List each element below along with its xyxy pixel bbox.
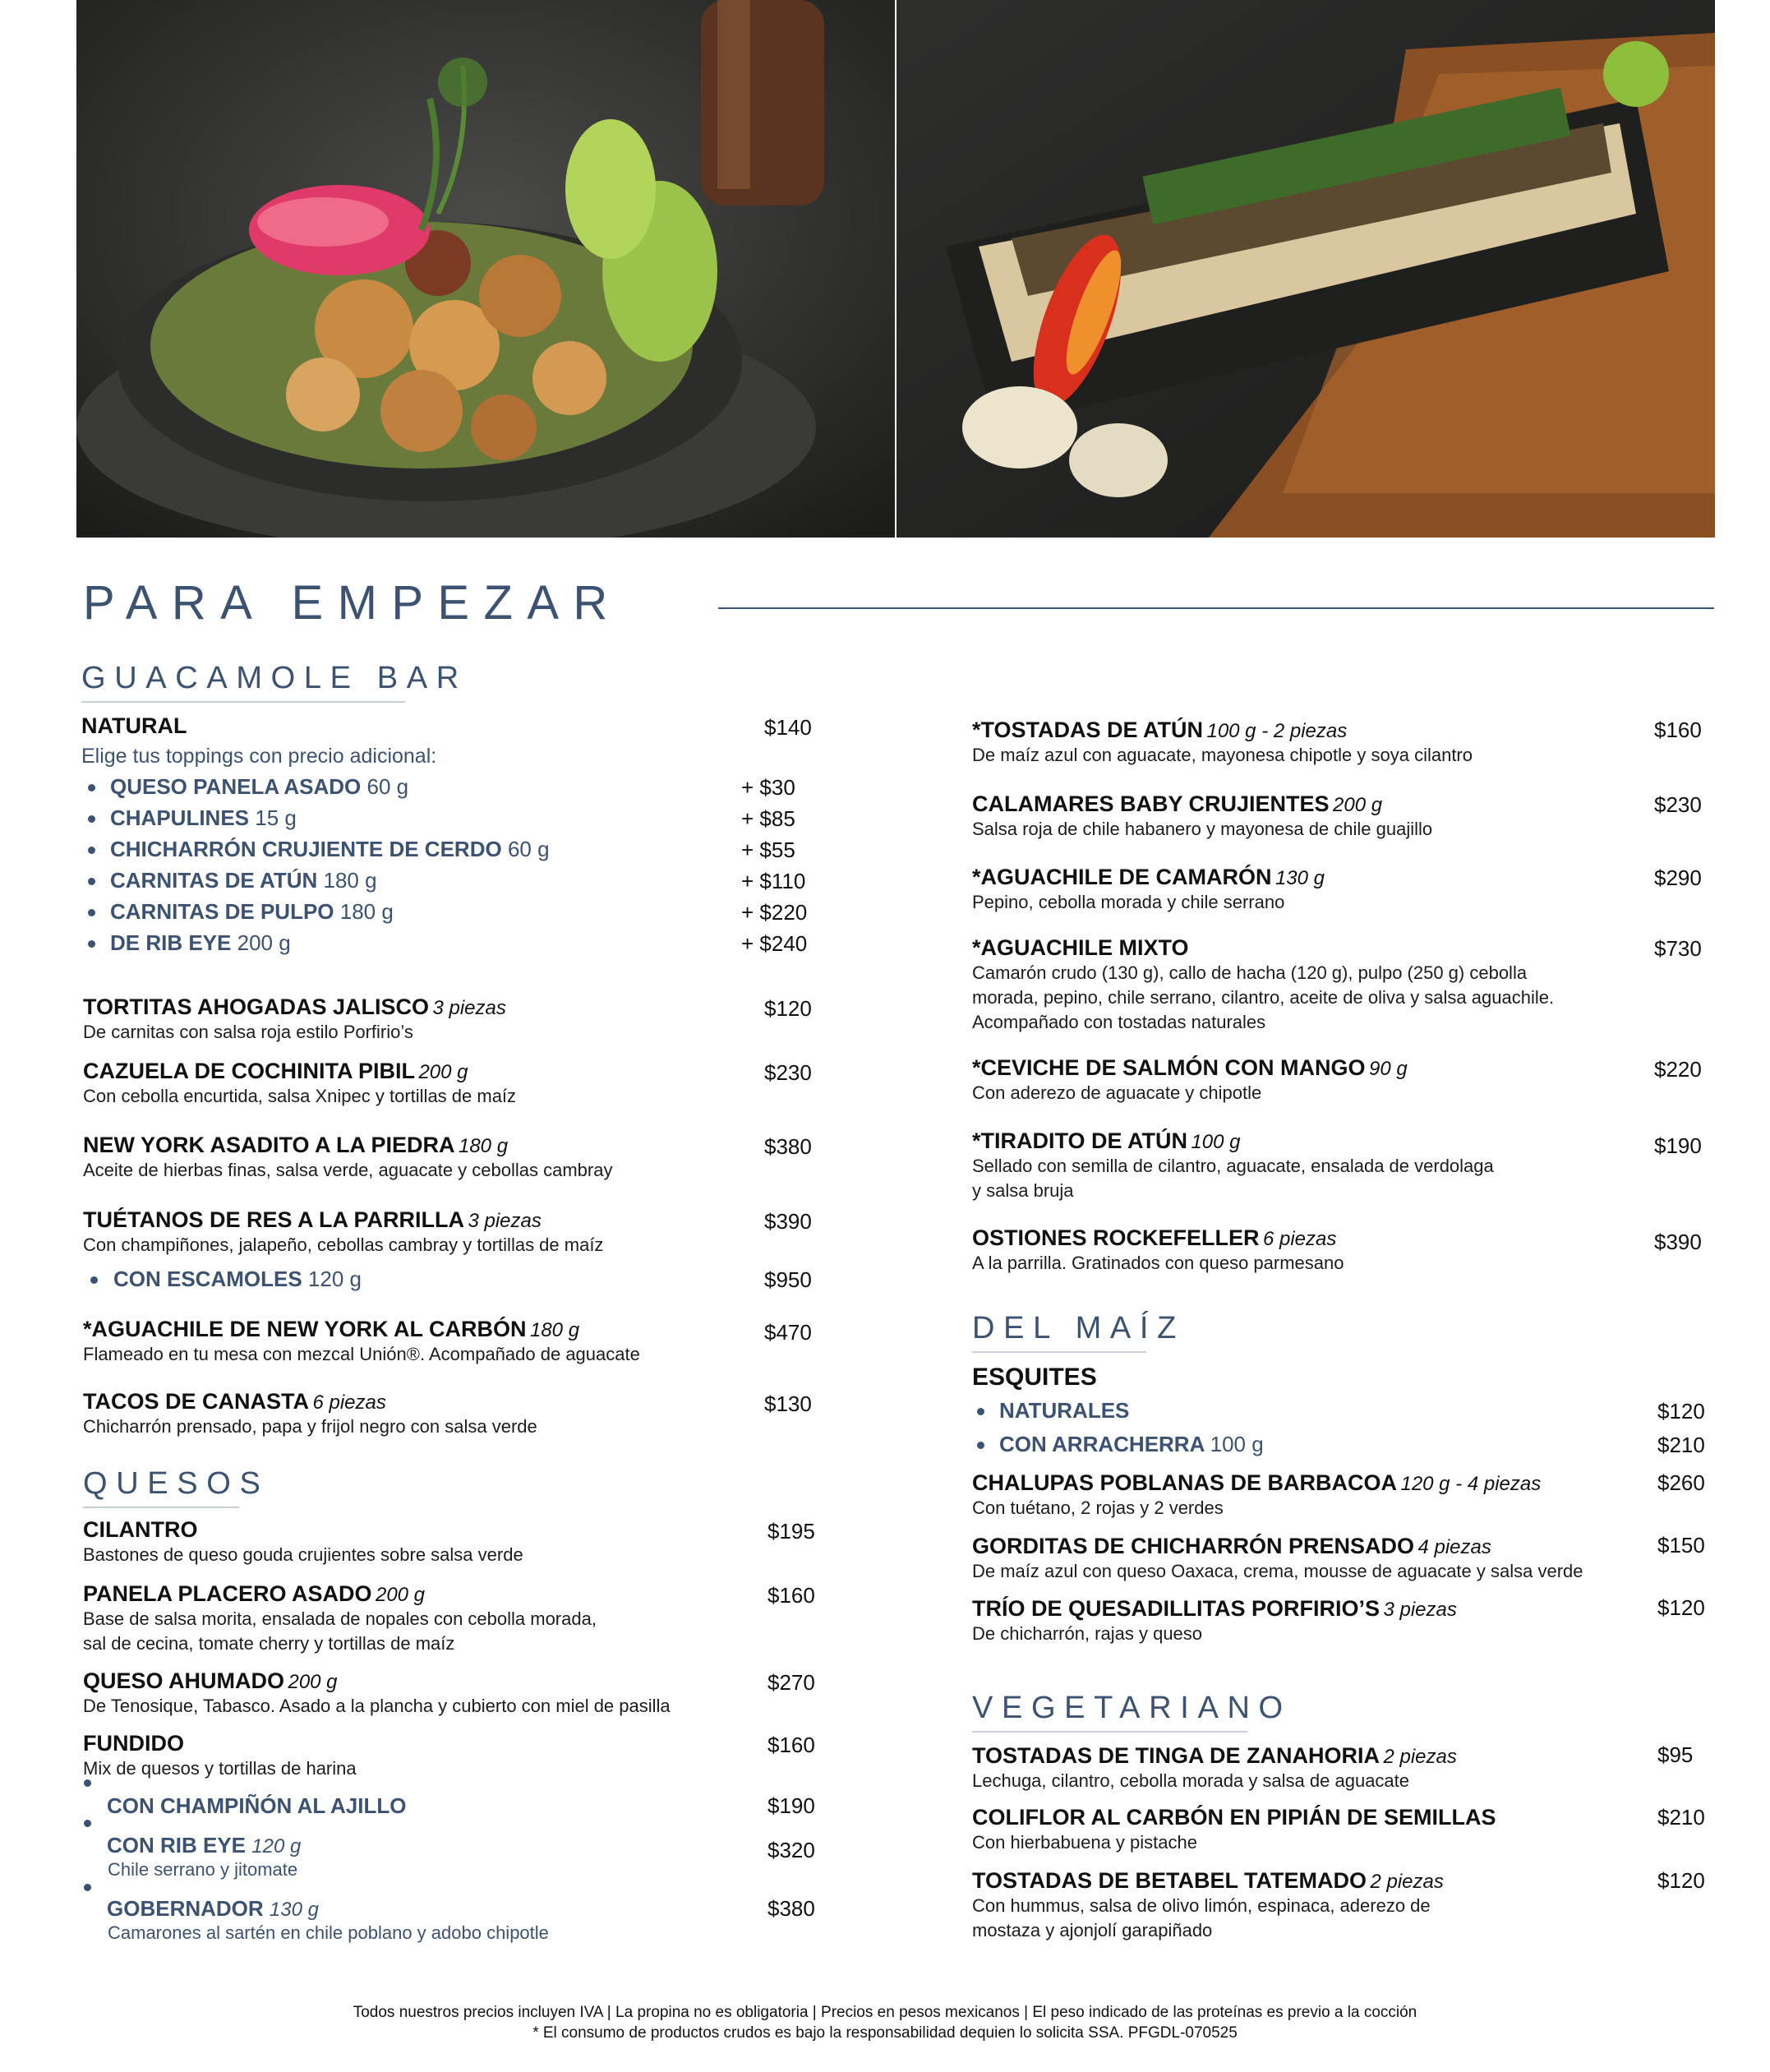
item-size: 4 piezas bbox=[1417, 1536, 1491, 1558]
item-description: De carnitas con salsa roja estilo Porfirio’s bbox=[83, 1022, 413, 1042]
item-name: TACOS DE CANASTA bbox=[83, 1389, 309, 1414]
item-description: De maíz azul con aguacate, mayonesa chipotle y soya cilantro bbox=[972, 745, 1473, 765]
item-size: 3 piezas bbox=[468, 1210, 542, 1232]
sub-item-size: 120 g bbox=[251, 1835, 302, 1857]
bullet-dot bbox=[90, 1276, 98, 1284]
item-price: $230 bbox=[1654, 792, 1702, 817]
menu-item-esquites bbox=[972, 1364, 1097, 1391]
item-price: $160 bbox=[767, 1733, 815, 1757]
item-name: TUÉTANOS DE RES A LA PARRILLA bbox=[83, 1207, 464, 1232]
item-description: Acompañado con tostadas naturales bbox=[972, 1012, 1266, 1032]
topping-item bbox=[110, 930, 291, 956]
sub-item-price: $950 bbox=[764, 1267, 812, 1292]
item-description: morada, pepino, chile serrano, cilantro, aceite de oliva y salsa aguachile. bbox=[972, 987, 1555, 1008]
topping-price: + $240 bbox=[741, 931, 808, 956]
bullet-dot bbox=[88, 940, 95, 948]
menu-item bbox=[972, 1743, 1457, 1793]
esquites-sub-item bbox=[999, 1398, 1129, 1424]
item-name: *TOSTADAS DE ATÚN bbox=[972, 718, 1204, 742]
quesos-underline bbox=[83, 1507, 239, 1508]
item-name: GORDITAS DE CHICHARRÓN PRENSADO bbox=[972, 1534, 1415, 1558]
item-size: 100 g - 2 piezas bbox=[1206, 720, 1348, 742]
sub-item-price: $210 bbox=[1657, 1433, 1705, 1457]
item-description: Con hierbabuena y pistache bbox=[972, 1832, 1197, 1853]
item-price: $390 bbox=[1654, 1230, 1702, 1254]
item-name: *AGUACHILE MIXTO bbox=[972, 935, 1189, 960]
item-size: 130 g bbox=[1274, 867, 1325, 889]
sub-item-size: 100 g bbox=[1210, 1432, 1264, 1456]
item-name: PANELA PLACERO ASADO bbox=[83, 1581, 372, 1606]
fundido-sub-item bbox=[107, 1896, 319, 1922]
item-name: OSTIONES ROCKEFELLER bbox=[972, 1225, 1260, 1250]
item-description: De Tenosique, Tabasco. Asado a la plancha y cubierto con miel de pasilla bbox=[83, 1696, 671, 1716]
item-price: $160 bbox=[1654, 718, 1702, 742]
menu-item bbox=[972, 1805, 1496, 1855]
item-size: 120 g - 4 piezas bbox=[1400, 1473, 1542, 1495]
item-description: Salsa roja de chile habanero y mayonesa de chile guajillo bbox=[972, 819, 1433, 839]
item-price: $95 bbox=[1657, 1742, 1694, 1767]
topping-name: CHAPULINES bbox=[110, 805, 250, 830]
topping-item bbox=[110, 837, 550, 862]
item-price: $470 bbox=[764, 1320, 812, 1345]
topping-size: 15 g bbox=[255, 805, 297, 830]
item-description: mostaza y ajonjolí garapiñado bbox=[972, 1920, 1213, 1940]
item-price: $150 bbox=[1657, 1533, 1705, 1557]
topping-size: 60 g bbox=[366, 774, 409, 799]
item-size: 200 g bbox=[375, 1584, 426, 1606]
item-name: TOSTADAS DE BETABEL TATEMADO bbox=[972, 1868, 1367, 1893]
item-price: $270 bbox=[767, 1670, 815, 1695]
item-size: 200 g bbox=[418, 1061, 468, 1083]
item-description: Camarón crudo (130 g), callo de hacha (120 g), pulpo (250 g) cebolla bbox=[972, 962, 1528, 983]
item-size: 6 piezas bbox=[312, 1391, 386, 1414]
item-size: 180 g bbox=[458, 1135, 509, 1157]
topping-size: 200 g bbox=[237, 930, 291, 955]
topping-price: + $220 bbox=[741, 900, 808, 925]
bullet-dot bbox=[88, 878, 95, 885]
item-size: 180 g bbox=[529, 1319, 580, 1341]
vegetariano-heading: VEGETARIANO bbox=[972, 1691, 1292, 1725]
sub-item-size: 120 g bbox=[307, 1267, 362, 1291]
bullet-dot bbox=[84, 1779, 91, 1787]
item-description: Lechuga, cilantro, cebolla morada y salsa de aguacate bbox=[972, 1770, 1410, 1791]
topping-price: + $30 bbox=[741, 775, 795, 800]
item-description: Con hummus, salsa de olivo limón, espinaca, aderezo de bbox=[972, 1895, 1431, 1916]
item-size: 3 piezas bbox=[1383, 1599, 1457, 1621]
item-price: $190 bbox=[1654, 1133, 1702, 1158]
menu-item bbox=[972, 935, 1554, 1035]
menu-item bbox=[83, 1059, 516, 1109]
sub-item-name: GOBERNADOR bbox=[107, 1896, 264, 1921]
menu-item bbox=[972, 1225, 1344, 1276]
item-price: $140 bbox=[764, 715, 812, 740]
item-price: $390 bbox=[764, 1209, 812, 1234]
guacamole-bar-underline bbox=[81, 701, 405, 703]
menu-item bbox=[83, 1731, 357, 1781]
item-name: FUNDIDO bbox=[83, 1731, 184, 1756]
topping-size: 180 g bbox=[323, 868, 377, 893]
menu-item bbox=[83, 1517, 523, 1567]
item-name: TOSTADAS DE TINGA DE ZANAHORIA bbox=[972, 1743, 1381, 1768]
item-name: CALAMARES BABY CRUJIENTES bbox=[972, 791, 1330, 816]
topping-item bbox=[110, 899, 394, 925]
menu-item bbox=[83, 1389, 537, 1439]
item-price: $230 bbox=[764, 1060, 812, 1085]
menu-item bbox=[972, 718, 1473, 768]
item-size: 90 g bbox=[1368, 1058, 1408, 1080]
quesos-heading: QUESOS bbox=[83, 1466, 270, 1501]
sub-item-price: $320 bbox=[767, 1838, 815, 1862]
item-description: A la parrilla. Gratinados con queso parmesano bbox=[972, 1253, 1344, 1273]
item-name: TORTITAS AHOGADAS JALISCO bbox=[83, 994, 430, 1019]
topping-price: + $110 bbox=[741, 869, 806, 893]
item-price: $120 bbox=[1657, 1595, 1705, 1620]
item-size: 3 piezas bbox=[432, 997, 506, 1019]
item-price: $260 bbox=[1657, 1470, 1705, 1495]
item-size: 2 piezas bbox=[1370, 1871, 1444, 1893]
sub-item-price: $380 bbox=[767, 1896, 815, 1921]
item-description: Aceite de hierbas finas, salsa verde, aguacate y cebollas cambray bbox=[83, 1160, 613, 1180]
menu-item bbox=[972, 1470, 1541, 1521]
item-name: CILANTRO bbox=[83, 1517, 198, 1542]
page-title: PARA EMPEZAR bbox=[83, 576, 622, 630]
menu-item bbox=[972, 791, 1432, 842]
sub-item-price: $120 bbox=[1657, 1399, 1705, 1424]
item-price: $730 bbox=[1654, 936, 1702, 961]
sub-item-name: CON RIB EYE bbox=[107, 1833, 247, 1857]
menu-item bbox=[972, 1868, 1444, 1943]
vegetariano-underline bbox=[972, 1731, 1247, 1733]
item-name: CAZUELA DE COCHINITA PIBIL bbox=[83, 1059, 415, 1083]
item-description: Con tuétano, 2 rojas y 2 verdes bbox=[972, 1497, 1224, 1518]
item-name: COLIFLOR AL CARBÓN EN PIPIÁN DE SEMILLAS bbox=[972, 1805, 1496, 1830]
item-name: NEW YORK ASADITO A LA PIEDRA bbox=[83, 1133, 455, 1157]
fundido-sub-item bbox=[107, 1793, 406, 1819]
footer-note: Todos nuestros precios incluyen IVA | La propina no es obligatoria | Precios en pesos mexicanos | El peso indicado de las proteínas es previo a la cocción bbox=[353, 2004, 1417, 2021]
item-size: 200 g bbox=[288, 1671, 338, 1693]
item-name: QUESO AHUMADO bbox=[83, 1668, 285, 1693]
bullet-dot bbox=[84, 1820, 91, 1827]
bullet-dot bbox=[977, 1442, 984, 1449]
topping-name: DE RIB EYE bbox=[110, 930, 232, 955]
sub-item-name: CON ARRACHERRA bbox=[999, 1432, 1205, 1456]
octopus-molcajete-photo bbox=[76, 0, 895, 538]
sub-item-escamoles bbox=[113, 1267, 362, 1292]
item-name: CHALUPAS POBLANAS DE BARBACOA bbox=[972, 1470, 1398, 1495]
item-size: 6 piezas bbox=[1262, 1228, 1337, 1250]
bullet-dot bbox=[88, 847, 95, 854]
topping-name: CARNITAS DE PULPO bbox=[110, 899, 334, 924]
topping-name: CARNITAS DE ATÚN bbox=[110, 868, 318, 893]
menu-item bbox=[972, 1534, 1583, 1584]
menu-item bbox=[83, 1581, 597, 1656]
item-price: $120 bbox=[764, 996, 812, 1021]
item-description: Chicharrón prensado, papa y frijol negro con salsa verde bbox=[83, 1416, 537, 1437]
item-name: *AGUACHILE DE NEW YORK AL CARBÓN bbox=[83, 1317, 527, 1341]
item-description: Base de salsa morita, ensalada de nopales con cebolla morada, bbox=[83, 1608, 597, 1629]
topping-item bbox=[110, 868, 377, 893]
del-maiz-underline bbox=[972, 1351, 1146, 1353]
topping-name: QUESO PANELA ASADO bbox=[110, 774, 362, 799]
item-price: $210 bbox=[1657, 1805, 1705, 1830]
item-name: *CEVICHE DE SALMÓN CON MANGO bbox=[972, 1055, 1366, 1080]
bone-marrow-photo bbox=[897, 0, 1715, 538]
item-name: *AGUACHILE DE CAMARÓN bbox=[972, 865, 1272, 889]
bullet-dot bbox=[84, 1884, 91, 1891]
menu-item bbox=[83, 1207, 603, 1258]
menu-item-natural bbox=[81, 713, 187, 739]
item-size: 200 g bbox=[1333, 794, 1383, 816]
topping-price: + $55 bbox=[741, 838, 795, 862]
item-description: sal de cecina, tomate cherry y tortillas de maíz bbox=[83, 1633, 455, 1654]
toppings-hint: Elige tus toppings con precio adicional: bbox=[81, 745, 437, 768]
topping-size: 180 g bbox=[339, 899, 394, 924]
menu-item bbox=[972, 1596, 1457, 1646]
bullet-dot bbox=[88, 784, 95, 791]
del-maiz-heading: DEL MAÍZ bbox=[972, 1311, 1185, 1345]
item-name: NATURAL bbox=[81, 713, 187, 738]
item-description: De maíz azul con queso Oaxaca, crema, mousse de aguacate y salsa verde bbox=[972, 1561, 1583, 1581]
item-price: $290 bbox=[1654, 865, 1702, 890]
menu-item bbox=[972, 1055, 1408, 1105]
item-size: 100 g bbox=[1191, 1131, 1241, 1153]
sub-item-name: CON CHAMPIÑÓN AL AJILLO bbox=[107, 1793, 407, 1818]
topping-price: + $85 bbox=[741, 806, 795, 831]
item-name: TRÍO DE QUESADILLITAS PORFIRIO’S bbox=[972, 1596, 1381, 1621]
item-description: Con aderezo de aguacate y chipotle bbox=[972, 1082, 1262, 1103]
item-description: Flameado en tu mesa con mezcal Unión®. Acompañado de aguacate bbox=[83, 1344, 640, 1364]
menu-item bbox=[972, 865, 1325, 915]
item-name: *TIRADITO DE ATÚN bbox=[972, 1128, 1187, 1153]
title-rule bbox=[718, 607, 1714, 609]
fundido-sub-item bbox=[107, 1833, 301, 1858]
menu-item bbox=[83, 1668, 671, 1719]
item-price: $380 bbox=[764, 1134, 812, 1159]
footer-disclaimer: * El consumo de productos crudos es bajo la responsabilidad dequien lo solicita SSA. PFGDL-070525 bbox=[532, 2024, 1238, 2042]
sub-item-name: NATURALES bbox=[999, 1398, 1130, 1423]
item-description: Mix de quesos y tortillas de harina bbox=[83, 1758, 357, 1779]
bullet-dot bbox=[977, 1408, 984, 1415]
bullet-dot bbox=[88, 909, 95, 916]
topping-size: 60 g bbox=[507, 837, 550, 861]
item-size: 2 piezas bbox=[1383, 1746, 1457, 1768]
menu-item bbox=[972, 1128, 1494, 1203]
esquites-sub-item bbox=[999, 1432, 1264, 1457]
sub-item-description: Chile serrano y jitomate bbox=[108, 1859, 298, 1880]
item-price: $195 bbox=[767, 1519, 815, 1544]
item-price: $130 bbox=[764, 1391, 812, 1416]
item-description: Pepino, cebolla morada y chile serrano bbox=[972, 892, 1285, 912]
topping-item bbox=[110, 774, 408, 800]
topping-name: CHICHARRÓN CRUJIENTE DE CERDO bbox=[110, 837, 502, 861]
guacamole-bar-heading: GUACAMOLE BAR bbox=[81, 661, 468, 695]
item-price: $220 bbox=[1654, 1057, 1702, 1082]
menu-item bbox=[83, 994, 506, 1045]
sub-item-price: $190 bbox=[767, 1793, 815, 1818]
item-description: Sellado con semilla de cilantro, aguacate, ensalada de verdolaga bbox=[972, 1156, 1494, 1176]
item-description: De chicharrón, rajas y queso bbox=[972, 1623, 1203, 1644]
sub-item-description: Camarones al sartén en chile poblano y adobo chipotle bbox=[108, 1922, 549, 1943]
sub-item-name: CON ESCAMOLES bbox=[113, 1267, 302, 1291]
item-name: ESQUITES bbox=[972, 1364, 1097, 1391]
bullet-dot bbox=[88, 815, 95, 823]
item-description: y salsa bruja bbox=[972, 1180, 1074, 1201]
item-description: Con cebolla encurtida, salsa Xnipec y tortillas de maíz bbox=[83, 1086, 517, 1106]
menu-item bbox=[83, 1317, 640, 1367]
menu-item bbox=[83, 1133, 612, 1183]
item-price: $120 bbox=[1657, 1868, 1705, 1893]
topping-item bbox=[110, 805, 297, 831]
item-description: Bastones de queso gouda crujientes sobre salsa verde bbox=[83, 1544, 523, 1565]
item-price: $160 bbox=[767, 1583, 815, 1608]
item-description: Con champiñones, jalapeño, cebollas cambray y tortillas de maíz bbox=[83, 1234, 604, 1255]
sub-item-size: 130 g bbox=[269, 1899, 319, 1921]
